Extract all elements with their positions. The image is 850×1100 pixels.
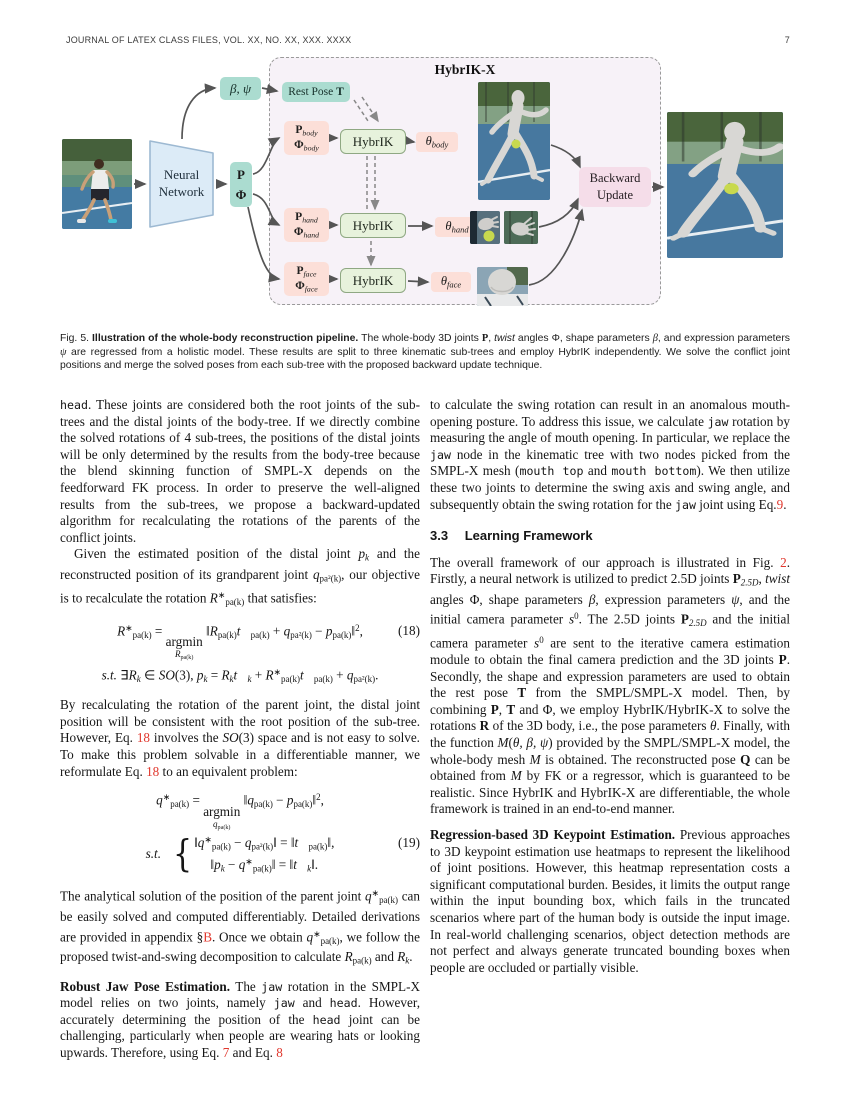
hand-mesh-image-right bbox=[504, 211, 538, 244]
theta-face-label: $\theta_{face}$ bbox=[431, 272, 471, 292]
paragraph: By recalculating the rotation of the parent joint, the distal joint position will be consistent with the root position of the sub-tree. However, Eq. 18 involves the SO(3) space and is not easy to solve. To make this problem solvable in a differentiable manner, we reformulate Eq. 18 to an equivalent problem: bbox=[60, 697, 420, 779]
neural-network-label-line2: Network bbox=[158, 184, 205, 199]
beta-psi-label: β, ψ bbox=[229, 80, 252, 96]
equation-number: (18) bbox=[398, 622, 420, 638]
phi-label: Φ bbox=[235, 186, 247, 202]
paragraph: head. These joints are considered both the root joints of the sub-trees and the distal joints of the body-tree. If we directly combine the solved rotations of 4 sub-trees, the positions of the distal joints will be only determined by the results from the body-tree because the blend skinning function of SMPL-X depends on the feedforward FK process. In order to preserve the well-aligned results from the sub-trees, we propose a backward-updated algorithm for recalculating the rotations of the parents of the conflict joints. bbox=[60, 397, 420, 545]
ref-link[interactable]: 7 bbox=[222, 1044, 230, 1060]
paragraph: Given the estimated position of the distal joint $p_k$ and the reconstructed position of its grandparent joint $q_{pa^2(k)}$, our objective is to recalculate the rotation $R^∗_{pa(k)}$ that satisfies: bbox=[60, 546, 420, 608]
body-mesh-image bbox=[478, 82, 550, 200]
section-title: Learning Framework bbox=[464, 528, 593, 544]
rest-pose-label: Rest Pose T bbox=[288, 86, 344, 98]
equation-number: (19) bbox=[398, 835, 420, 851]
p-phi-face-label: $P_{face}$ $\Phi_{face}$ bbox=[284, 262, 329, 296]
paragraph: The overall framework of our approach is illustrated in Fig. 2. Firstly, a neural network is utilized to predict 2.5D joints $P_{2.5D}$, twist angles Φ, shape parameters β, expression parameters ψ, and the initial camera parameter $s^0$. The 2.5D joints $P_{2.5D}$ and the initial camera parameter $s^0$ are sent to the iterative camera estimation module to obtain the final camera prediction and the 3D joints P. Secondly, the shape and expression parameters are used to obtain the rest pose T from the SMPL/SMPL-X model. Then, by combining P, T and Φ, we employ HybrIK/HybrIK-X to solve the rotations R of the 3D body, i.e., the pose parameters θ. Finally, with the function M(θ, β, ψ) provided by the SMPL/SMPL-X model, the whole-body mesh M is obtained. The reconstructed pose Q can be obtained from M by FK or a regressor, which is guaranteed to be realistic. Since HybrIK and HybrIK-X are differentiable, the whole framework is trained in an end-to-end manner. bbox=[430, 554, 791, 817]
paragraph-regression-keypoint: Regression-based 3D Keypoint Estimation. Previous approaches to 3D keypoint estimation use heatmaps to represent the likelihood of joint positions. However, this heatmap representation costs a significant computational burden. Besides, it limits the output range within the input bounding box, which fails in the truncated scenarios where part of the human body is outside the input image. In real-world challenging scenarios, object detection methods are not perfect and always generate truncated bounding boxes when people are occluded or partially visible. bbox=[430, 827, 791, 975]
result-image bbox=[667, 112, 783, 258]
rest-pose-box bbox=[282, 82, 350, 102]
ref-link[interactable]: 2 bbox=[780, 554, 787, 570]
cases-brace: { bbox=[173, 832, 193, 876]
hybrik-face-box: HybrIK bbox=[340, 268, 406, 293]
section-heading-3-3 bbox=[430, 528, 790, 545]
backward-update-box bbox=[579, 167, 651, 207]
ref-link[interactable]: 18 bbox=[136, 730, 151, 746]
page-number: 7 bbox=[784, 35, 790, 45]
face-mesh-image bbox=[477, 267, 528, 306]
ref-link[interactable]: 9 bbox=[776, 496, 784, 512]
neural-network-label-line1: Neural bbox=[163, 167, 200, 183]
figure-5-pipeline bbox=[60, 55, 790, 327]
left-column bbox=[60, 397, 420, 1062]
hybrik-hand-box: HybrIK bbox=[340, 213, 406, 238]
beta-psi-box bbox=[220, 77, 261, 100]
hand-mesh-image-left bbox=[470, 211, 500, 244]
p-phi-body-label: $P_{body}$ $\Phi_{body}$ bbox=[284, 121, 329, 155]
equation-19: $q^∗_{pa(k)}$ = argmin $q_{pa(k)}$ $‖q_{pa(k)}$ − $p_{pa(k)}‖^2$, s.t. { $‖q^∗_{pa(k)}$ − $q_{pa^2(k)}‖$ = $‖t⃗_{pa(k)}‖$, $‖p_k$ − $q^∗_{pa(k)}‖$ = $‖t⃗_k‖$. (19) bbox=[145, 792, 420, 876]
theta-body-label: $\theta_{body}$ bbox=[416, 132, 458, 152]
hybrik-body-box: HybrIK bbox=[340, 129, 406, 154]
input-photo bbox=[62, 139, 132, 229]
page-header bbox=[66, 35, 790, 45]
neural-network-block bbox=[148, 139, 215, 229]
ref-link[interactable]: 18 bbox=[146, 763, 160, 779]
ref-link[interactable]: 8 bbox=[276, 1044, 283, 1060]
backward-update-line1: Backward bbox=[589, 171, 641, 186]
paragraph: The analytical solution of the position of the parent joint $q^∗_{pa(k)}$ can be easily solved and computed differentiably. Detailed derivations are provided in appendix §B. Once we obtain $q^∗_{pa(k)}$, we follow the proposed twist-and-swing decomposition to calculate $R_{pa(k)}$ and $R_k$. bbox=[60, 888, 420, 966]
p-label: P bbox=[237, 167, 245, 182]
theta-hand-label: $\theta_{hand}$ bbox=[435, 217, 479, 237]
right-column bbox=[430, 397, 790, 976]
paragraph-robust-jaw: Robust Jaw Pose Estimation. The jaw rotation in the SMPL-X model relies on two joints, namely jaw and head. However, accurately determining the position of the head joint can be challenging, particularly when people are wearing hats or looking upwards. Therefore, using Eq. 7 and Eq. 8 bbox=[60, 978, 421, 1060]
journal-title: JOURNAL OF LATEX CLASS FILES, VOL. XX, NO. XX, XXX. XXXX bbox=[66, 35, 352, 45]
p-phi-hand-label: $P_{hand}$ $\Phi_{hand}$ bbox=[284, 208, 329, 242]
backward-update-line2: Update bbox=[596, 188, 634, 202]
ref-link[interactable]: B bbox=[203, 929, 212, 945]
hybrik-x-title: HybrIK-X bbox=[434, 62, 496, 77]
equation-18: (18) $R^∗_{pa(k)}$ = argmin $R_{pa(k)}$ $‖R_{pa(k)}t⃗_{pa(k)} + q_{pa^2(k)}$ − $p_{pa(k)}‖^2$, s.t. $\exists R_k$ ∈ SO(3), $p_k$ = $R_kt⃗_k$ + $R^∗_{pa(k)}t⃗_{pa(k)} + q_{pa^2(k)}$. bbox=[101, 622, 420, 685]
section-number: 3.3 bbox=[430, 528, 449, 544]
p-phi-box bbox=[230, 162, 252, 207]
paragraph: to calculate the swing rotation can result in an anomalous mouth-opening posture. To address this issue, we calculate jaw rotation by measuring the angle of mouth opening. In particular, we replace the jaw node in the kinematic tree with two nodes picked from the SMPL-X mesh (mouth top and mouth bottom). We then utilize these two joints to determine the swing axis and swing angle, and subsequently obtain the swing rotation for the jaw joint using Eq.9. bbox=[430, 397, 791, 512]
figure-caption: Fig. 5. Illustration of the whole-body reconstruction pipeline. The whole-body 3D joints P, twist angles Φ, shape parameters β, and expression parameters ψ are regressed from a holistic model. These results are split to three kinematic sub-trees and employ HybrIK independently. We solve the conflict joint positions and merge the solved poses from each sub-tree with the proposed backward update technique. bbox=[60, 333, 790, 372]
